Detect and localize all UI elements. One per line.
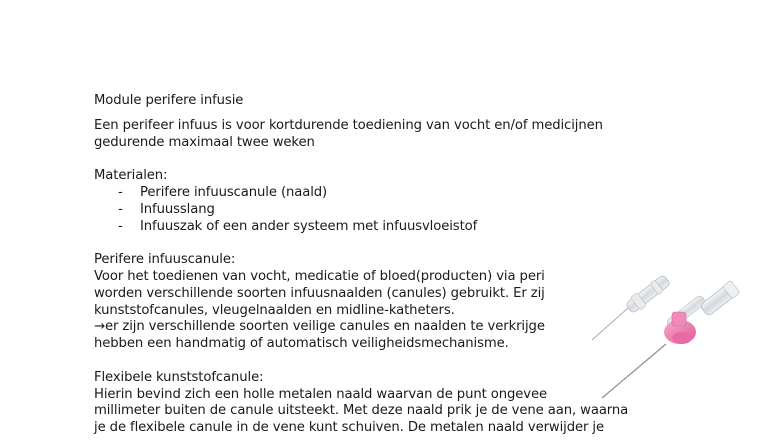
flex-title: Flexibele kunststofcanule: (94, 369, 264, 385)
materials-item (94, 185, 694, 202)
document-heading: Module perifere infusie (94, 93, 244, 108)
flex-line: Hierin bevind zich een holle metalen naald waarvan de punt ongevee (94, 386, 547, 402)
materials-item-text: Perifere infuuscanule (naald) (140, 184, 328, 200)
materials-item-text: Infuusslang (140, 201, 215, 217)
materials-item-text: Infuuszak of een ander systeem met infuusvloeistof (140, 218, 478, 234)
canule-line: Voor het toedienen van vocht, medicatie of bloed(producten) via peri (94, 268, 545, 284)
bullet-dash: - (118, 218, 123, 234)
intro-line-1: Een perifeer infuus is voor kortdurende toediening van vocht en/of medicijnen (94, 117, 603, 133)
flex-line: je de flexibele canule in de vene kunt schuiven. De metalen naald verwijder je (94, 420, 604, 436)
canule-title: Perifere infuuscanule: (94, 252, 236, 268)
canule-line: kunststofcanules, vleugelnaalden en midline-katheters. (94, 302, 455, 318)
bullet-dash: - (118, 201, 123, 217)
canule-line: →er zijn verschillende soorten veilige canules en naalden te verkrijge (94, 319, 545, 335)
bullet-dash: - (118, 184, 123, 200)
canule-line: worden verschillende soorten infuusnaalden (canules) gebruikt. Er zij (94, 285, 545, 301)
canule-line: hebben een handmatig of automatisch veiligheidsmechanisme. (94, 336, 509, 352)
flex-line: millimeter buiten de canule uitsteekt. Met deze naald prik je de vene aan, waarna (94, 403, 629, 419)
materials-item (94, 202, 694, 219)
intro-line-2: gedurende maximaal twee weken (94, 134, 315, 150)
iv-cannula-image (588, 270, 748, 410)
materials-title: Materialen: (94, 168, 168, 184)
materials-item (94, 219, 694, 236)
